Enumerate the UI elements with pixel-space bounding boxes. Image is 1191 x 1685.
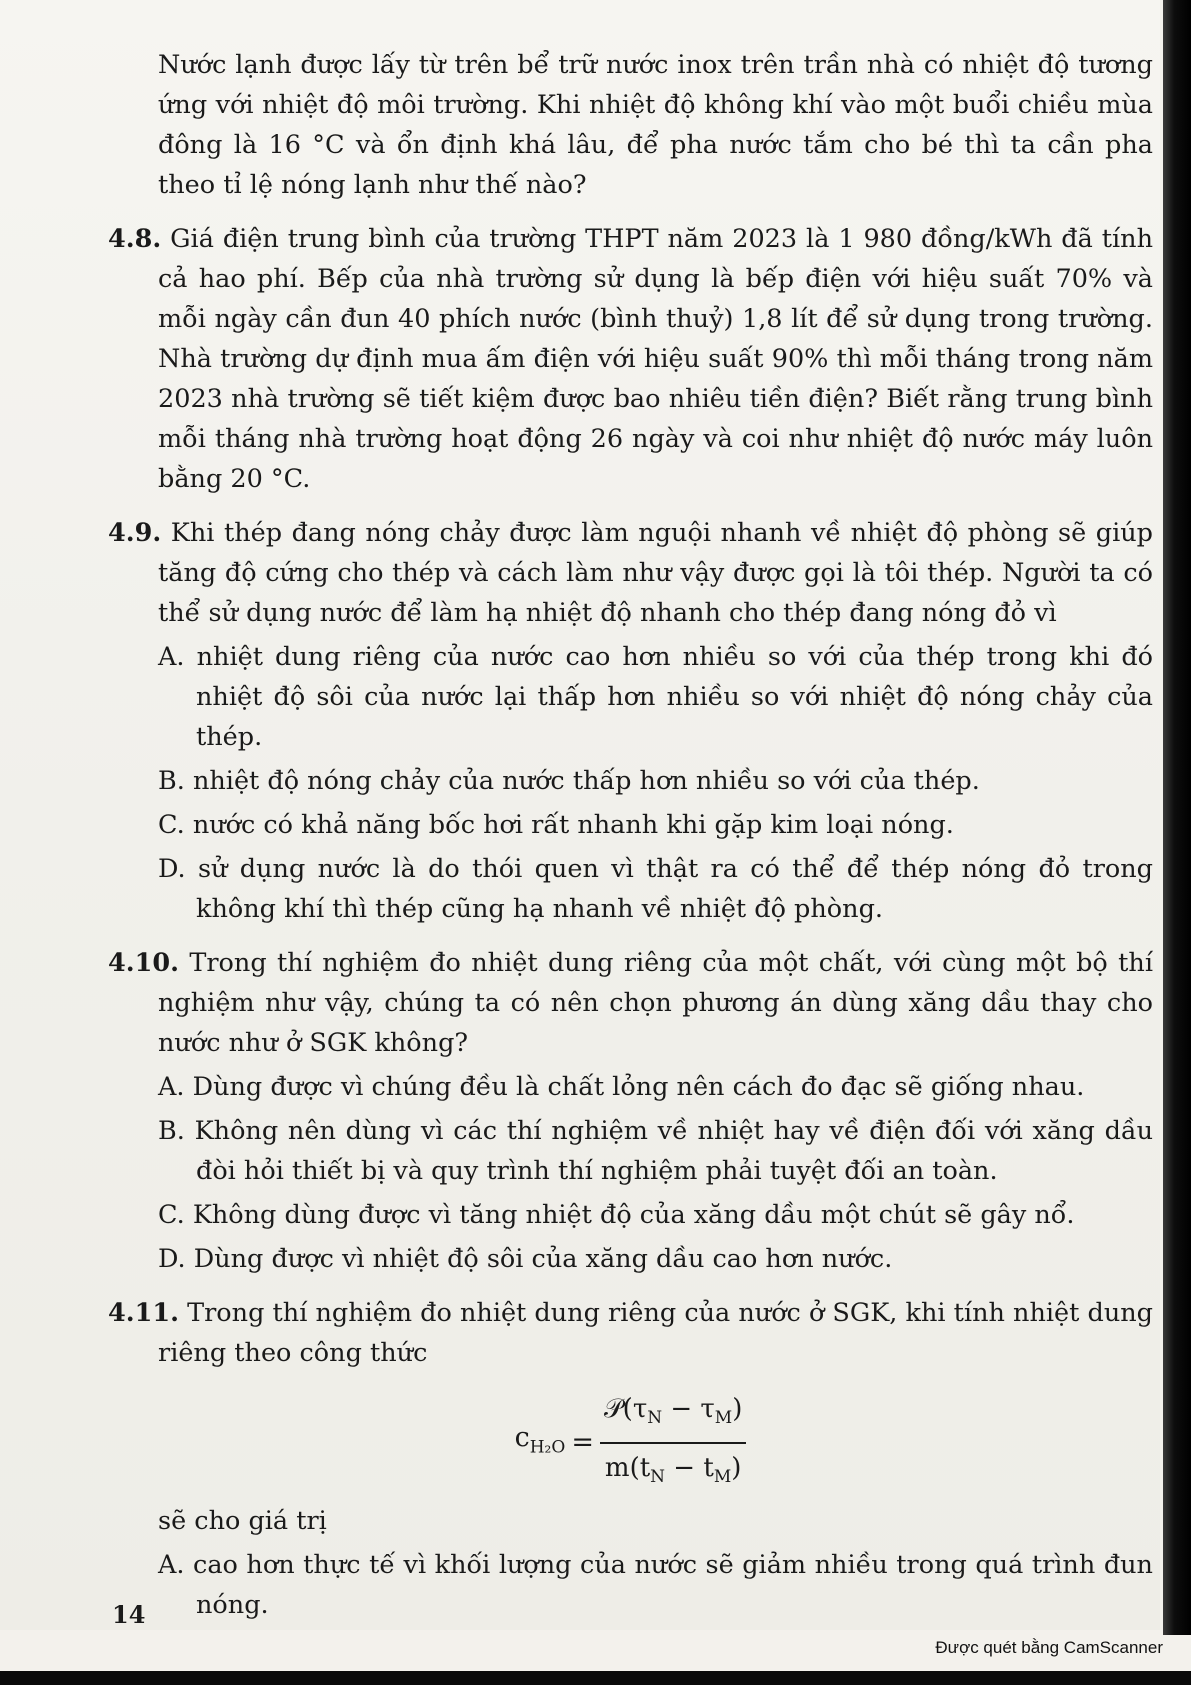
question-4-9 <box>108 513 1153 929</box>
specific-heat-formula <box>108 1395 1153 1491</box>
question-number: 4.11. <box>108 1298 179 1328</box>
page-content <box>108 45 1153 1625</box>
question-4-11 <box>108 1293 1153 1625</box>
formula-denominator: $m(t_N - t_M)$ <box>604 1453 742 1488</box>
question-number: 4.8. <box>108 224 162 254</box>
option-a: A. Dùng được vì chúng đều là chất lỏng nên cách đo đạc sẽ giống nhau. <box>158 1072 1085 1102</box>
option-a: A. cao hơn thực tế vì khối lượng của nước sẽ giảm nhiều trong quá trình đun nóng. <box>158 1550 1153 1620</box>
option-c: C. nước có khả năng bốc hơi rất nhanh khi gặp kim loại nóng. <box>158 810 954 840</box>
option-a: A. nhiệt dung riêng của nước cao hơn nhiều so với của thép trong khi đó nhiệt độ sôi của nước lại thấp hơn nhiều so với nhiệt độ nóng chảy của thép. <box>158 642 1153 752</box>
option-b: B. Không nên dùng vì các thí nghiệm về nhiệt hay về điện đối với xăng dầu đòi hỏi thiết bị và quy trình thí nghiệm phải tuyệt đối an toàn. <box>158 1116 1153 1186</box>
book-edge-shadow <box>1163 0 1191 1635</box>
option-b: B. nhiệt độ nóng chảy của nước thấp hơn nhiều so với của thép. <box>158 766 980 796</box>
question-text: Trong thí nghiệm đo nhiệt dung riêng của nước ở SGK, khi tính nhiệt dung riêng theo công thức <box>158 1298 1153 1368</box>
option-c: C. Không dùng được vì tăng nhiệt độ của xăng dầu một chút sẽ gây nổ. <box>158 1200 1075 1230</box>
question-number: 4.9. <box>108 518 162 548</box>
scanner-watermark: Được quét bằng CamScanner <box>935 1638 1163 1657</box>
question-text: Trong thí nghiệm đo nhiệt dung riêng của một chất, với cùng một bộ thí nghiệm như vậy, chúng ta có nên chọn phương án dùng xăng dầu thay cho nước như ở SGK không? <box>158 948 1153 1058</box>
question-number: 4.10. <box>108 948 179 978</box>
formula-fraction <box>600 1389 746 1497</box>
option-d: D. sử dụng nước là do thói quen vì thật ra có thể để thép nóng đỏ trong không khí thì thép cũng hạ nhanh về nhiệt độ phòng. <box>158 854 1153 924</box>
question-text: Giá điện trung bình của trường THPT năm 2023 là 1 980 đồng/kWh đã tính cả hao phí. Bếp của nhà trường sử dụng là bếp điện với hiệu suất 70% và mỗi ngày cần đun 40 phích nước (bình thuỷ) 1,8 lít để sử dụng trong trường. Nhà trường dự định mua ấm điện với hiệu suất 90% thì mỗi tháng trong năm 2023 nhà trường sẽ tiết kiệm được bao nhiêu tiền điện? Biết rằng trung bình mỗi tháng nhà trường hoạt động 26 ngày và coi như nhiệt độ nước máy luôn bằng 20 °C. <box>158 224 1153 494</box>
option-d: D. Dùng được vì nhiệt độ sôi của xăng dầu cao hơn nước. <box>158 1244 893 1274</box>
formula-lhs: $c_{H_2O}$ <box>514 1422 566 1458</box>
question-text: Khi thép đang nóng chảy được làm nguội nhanh về nhiệt độ phòng sẽ giúp tăng độ cứng cho thép và cách làm như vậy được gọi là tôi thép. Người ta có thể sử dụng nước để làm hạ nhiệt độ nhanh cho thép đang nóng đỏ vì <box>158 518 1154 628</box>
question-4-10 <box>108 943 1153 1279</box>
formula-numerator: $𝒫(\tau_N - \tau_M)$ <box>600 1389 746 1444</box>
formula-equals: = <box>571 1427 594 1458</box>
formula-follow-text: sẽ cho giá trị <box>158 1506 327 1536</box>
page-number: 14 <box>112 1600 146 1629</box>
question-4-8 <box>108 219 1153 499</box>
intro-paragraph: Nước lạnh được lấy từ trên bể trữ nước inox trên trần nhà có nhiệt độ tương ứng với nhiệt độ môi trường. Khi nhiệt độ không khí vào một buổi chiều mùa đông là 16 °C và ổn định khá lâu, để pha nước tắm cho bé thì ta cần pha theo tỉ lệ nóng lạnh như thế nào? <box>158 50 1153 200</box>
bottom-bar <box>0 1671 1191 1685</box>
